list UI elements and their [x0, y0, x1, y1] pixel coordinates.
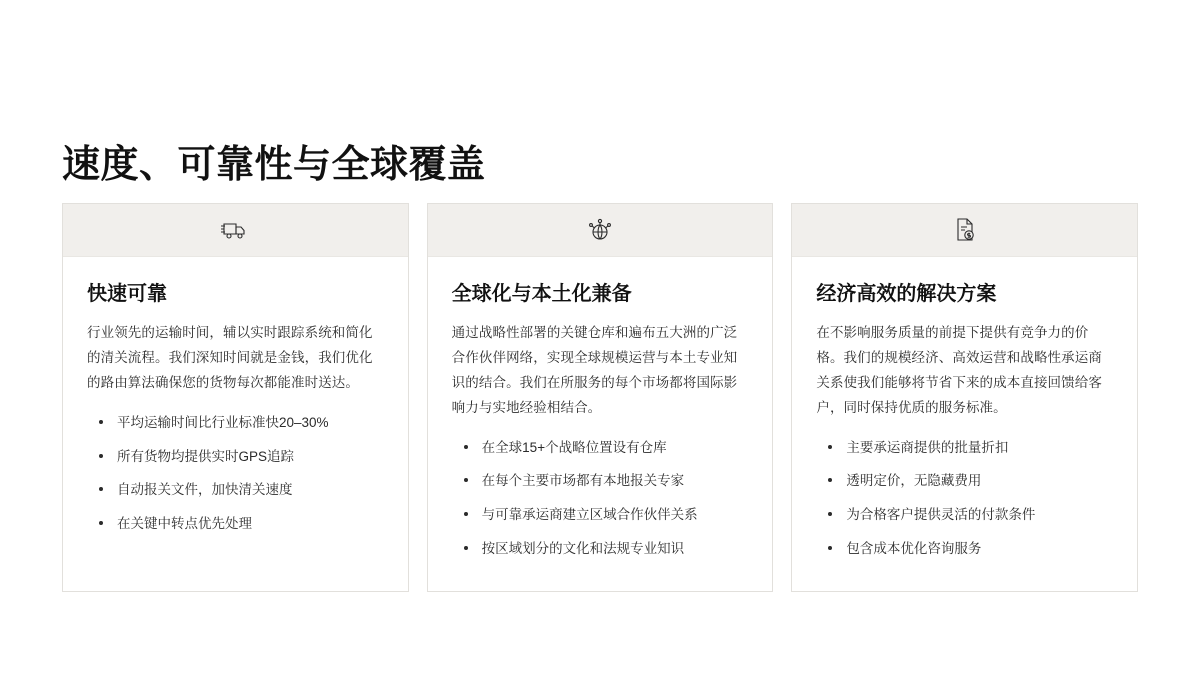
card-body — [63, 257, 408, 591]
list-item: 与可靠承运商建立区域合作伙伴关系 — [452, 504, 749, 526]
globe-network-icon — [587, 217, 613, 243]
list-item: 平均运输时间比行业标准快20–30% — [87, 412, 384, 434]
card-bullet-list — [87, 412, 384, 534]
feature-card — [427, 203, 774, 592]
card-description: 在不影响服务质量的前提下提供有竞争力的价格。我们的规模经济、高效运营和战略性承运商关系使我们能够将节省下来的成本直接回馈给客户，同时保持优质的服务标准。 — [816, 325, 1102, 415]
feature-card — [62, 203, 409, 592]
card-title: 快速可靠 — [87, 283, 167, 305]
list-item: 主要承运商提供的批量折扣 — [816, 437, 1113, 459]
list-item: 在每个主要市场都有本地报关专家 — [452, 470, 749, 492]
card-icon-bar — [63, 204, 408, 257]
list-item: 所有货物均提供实时GPS追踪 — [87, 446, 384, 468]
card-body — [792, 257, 1137, 591]
list-item: 包含成本优化咨询服务 — [816, 538, 1113, 560]
card-icon-bar — [428, 204, 773, 257]
list-item: 按区域划分的文化和法规专业知识 — [452, 538, 749, 560]
list-item: 透明定价，无隐藏费用 — [816, 470, 1113, 492]
list-item: 为合格客户提供灵活的付款条件 — [816, 504, 1113, 526]
card-body — [428, 257, 773, 591]
card-icon-bar — [792, 204, 1137, 257]
card-description: 通过战略性部署的关键仓库和遍布五大洲的广泛合作伙伴网络，实现全球规模运营与本土专业知识的结合。我们在所服务的每个市场都将国际影响力与实地经验相结合。 — [451, 325, 738, 415]
card-bullet-list — [452, 437, 749, 559]
page-title: 速度、可靠性与全球覆盖 — [62, 144, 486, 187]
card-description: 行业领先的运输时间，辅以实时跟踪系统和简化的清关流程。我们深知时间就是金钱，我们优化的路由算法确保您的货物每次都能准时送达。 — [87, 325, 373, 390]
delivery-truck-icon — [221, 219, 249, 241]
card-bullet-list — [816, 437, 1113, 559]
list-item: 在全球15+个战略位置设有仓库 — [452, 437, 749, 459]
list-item: 自动报关文件，加快清关速度 — [87, 479, 384, 501]
feature-card — [791, 203, 1138, 592]
card-title: 全球化与本土化兼备 — [451, 283, 632, 305]
invoice-cost-icon — [954, 217, 976, 243]
list-item: 在关键中转点优先处理 — [87, 513, 384, 535]
feature-cards — [62, 203, 1138, 592]
card-title: 经济高效的解决方案 — [816, 283, 997, 305]
